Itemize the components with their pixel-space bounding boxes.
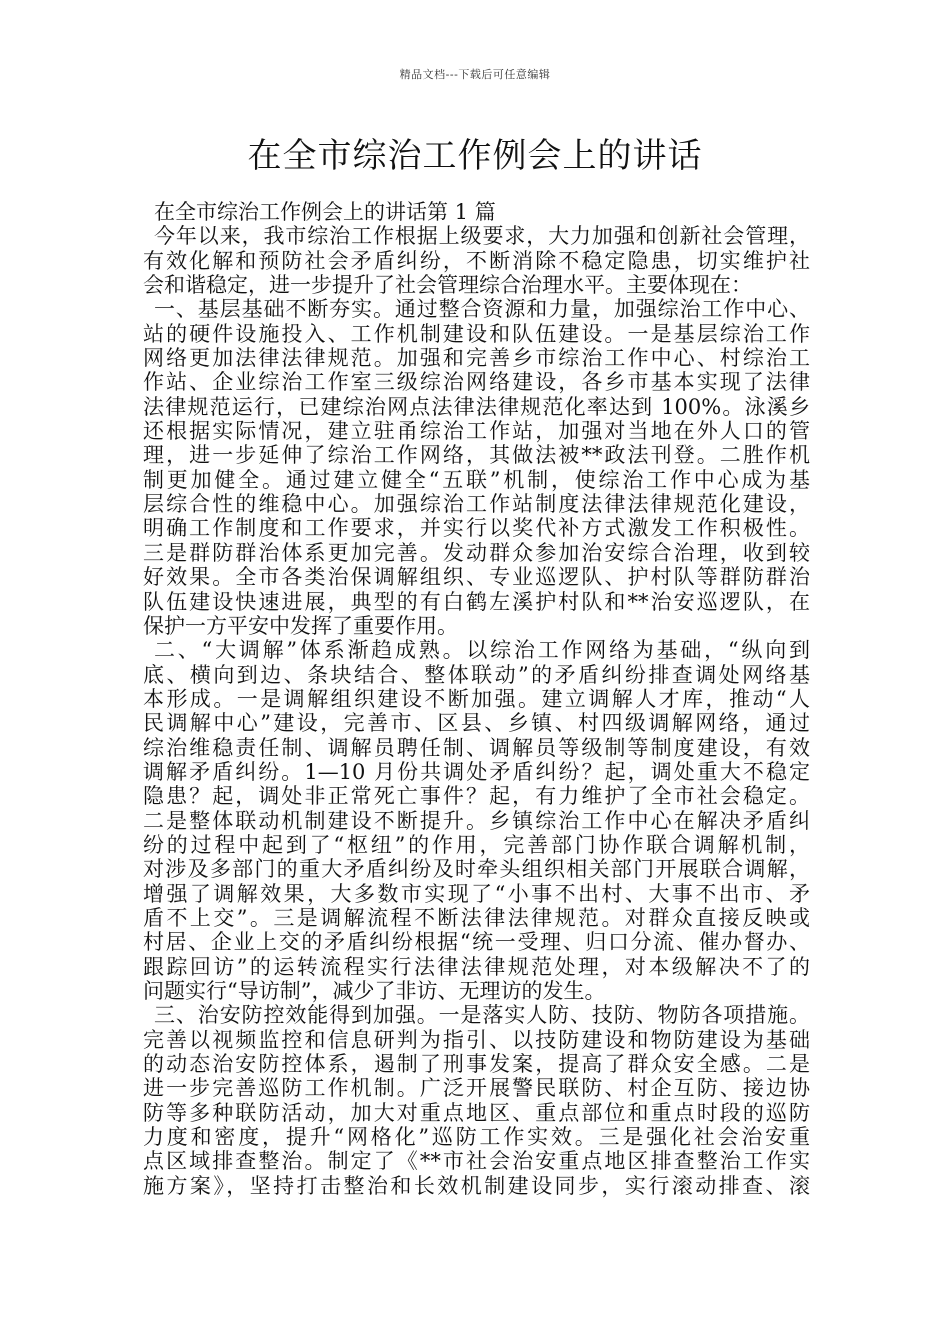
body-text-line: 站的硬件设施投入、工作机制建设和队伍建设。一是基层综治工作 [143, 321, 810, 346]
body-text-line: 还根据实际情况，建立驻甬综治工作站，加强对当地在外人口的管 [143, 419, 810, 444]
body-text-line: 法律规范运行，已建综治网点法律法律规范化率达到 100%。泳溪乡 [143, 394, 810, 419]
body-text-line: 一、基层基础不断夯实。通过整合资源和力量，加强综治工作中心、 [154, 297, 810, 322]
body-text-line: 有效化解和预防社会矛盾纠纷，不断消除不稳定隐患，切实维护社 [143, 248, 810, 273]
body-text-line: 跟踪回访”的运转流程实行法律法律规范处理，对本级解决不了的 [143, 954, 810, 979]
body-text-line: 队伍建设快速进展，典型的有白鹤左溪护村队和**治安巡逻队，在 [143, 589, 810, 614]
body-text-line: 层综合性的维稳中心。加强综治工作站制度法律法律规范化建设， [143, 492, 810, 517]
body-text-line: 问题实行“导访制”，减少了非访、无理访的发生。 [143, 979, 606, 1003]
body-text-line: 好效果。全市各类治保调解组织、专业巡逻队、护村队等群防群治 [143, 565, 810, 590]
body-text-line: 三是群防群治体系更加完善。发动群众参加治安综合治理，收到较 [143, 540, 810, 565]
body-text-line: 完善以视频监控和信息研判为指引、以技防建设和物防建设为基础 [143, 1027, 810, 1052]
body-text-line: 增强了调解效果，大多数市实现了“小事不出村、大事不出市、矛 [143, 881, 810, 906]
body-text-line: 保护一方平安中发挥了重要作用。 [143, 613, 458, 638]
header-note: 精品文档---下载后可任意编辑 [399, 68, 551, 81]
body-text-line: 底、横向到边、条块结合、整体联动”的矛盾纠纷排查调处网络基 [143, 662, 810, 687]
body-text-line: 调解矛盾纠纷。1—10 月份共调处矛盾纠纷？起，调处重大不稳定 [143, 759, 810, 784]
body-text-line: 的动态治安防控体系，遏制了刑事发案，提高了群众安全感。二是 [143, 1052, 810, 1077]
body-text-line: 理，进一步延伸了综治工作网络，其做法被**政法刊登。二胜作机 [143, 443, 810, 468]
body-text-line: 村居、企业上交的矛盾纠纷根据“统一受理、归口分流、催办督办、 [143, 930, 810, 955]
body-text-line: 网络更加法律法律规范。加强和完善乡市综治工作中心、村综治工 [143, 346, 810, 371]
body-text-line: 作站、企业综治工作室三级综治网络建设，各乡市基本实现了法律 [143, 370, 810, 395]
body-text-line: 隐患？起，调处非正常死亡事件？起，有力维护了全市社会稳定。 [143, 784, 810, 809]
body-text-line: 施方案》，坚持打击整治和长效机制建设同步，实行滚动排查、滚 [143, 1173, 810, 1198]
document-title: 在全市综治工作例会上的讲话 [247, 136, 703, 176]
body-text-line: 力度和密度，提升“网格化”巡防工作实效。三是强化社会治安重 [143, 1125, 810, 1150]
body-text-line: 纷的过程中起到了“枢纽”的作用，完善部门协作联合调解机制， [143, 832, 810, 857]
document-body [143, 200, 810, 1198]
body-text-line: 点区域排查整治。制定了《**市社会治安重点地区排查整治工作实 [143, 1149, 810, 1174]
body-text-line: 明确工作制度和工作要求，并实行以奖代补方式激发工作积极性。 [143, 516, 810, 541]
body-text-line: 二是整体联动机制建设不断提升。乡镇综治工作中心在解决矛盾纠 [143, 808, 810, 833]
body-text-line: 三、治安防控效能得到加强。一是落实人防、技防、物防各项措施。 [154, 1003, 810, 1028]
body-text-line: 民调解中心”建设，完善市、区县、乡镇、村四级调解网络，通过 [143, 711, 810, 736]
body-text-line: 制更加健全。通过建立健全“五联”机制，使综治工作中心成为基 [143, 467, 810, 492]
body-text-line: 对涉及多部门的重大矛盾纠纷及时牵头组织相关部门开展联合调解， [143, 857, 810, 882]
body-text-line: 今年以来，我市综治工作根据上级要求，大力加强和创新社会管理， [154, 224, 810, 249]
body-text-line: 防等多种联防活动，加大对重点地区、重点部位和重点时段的巡防 [143, 1100, 810, 1125]
body-text-line: 本形成。一是调解组织建设不断加强。建立调解人才库，推动“人 [143, 686, 810, 711]
body-text-line: 盾不上交”。三是调解流程不断法律法律规范。对群众直接反映或 [143, 905, 810, 930]
body-text-line: 会和谐稳定，进一步提升了社会管理综合治理水平。主要体现在： [143, 273, 752, 298]
body-text-line: 二、“大调解”体系渐趋成熟。以综治工作网络为基础，“纵向到 [154, 638, 810, 663]
body-text-line: 在全市综治工作例会上的讲话第 1 篇 [154, 200, 496, 224]
body-text-line: 进一步完善巡防工作机制。广泛开展警民联防、村企互防、接边协 [143, 1076, 810, 1101]
body-text-line: 综治维稳责任制、调解员聘任制、调解员等级制等制度建设，有效 [143, 735, 810, 760]
